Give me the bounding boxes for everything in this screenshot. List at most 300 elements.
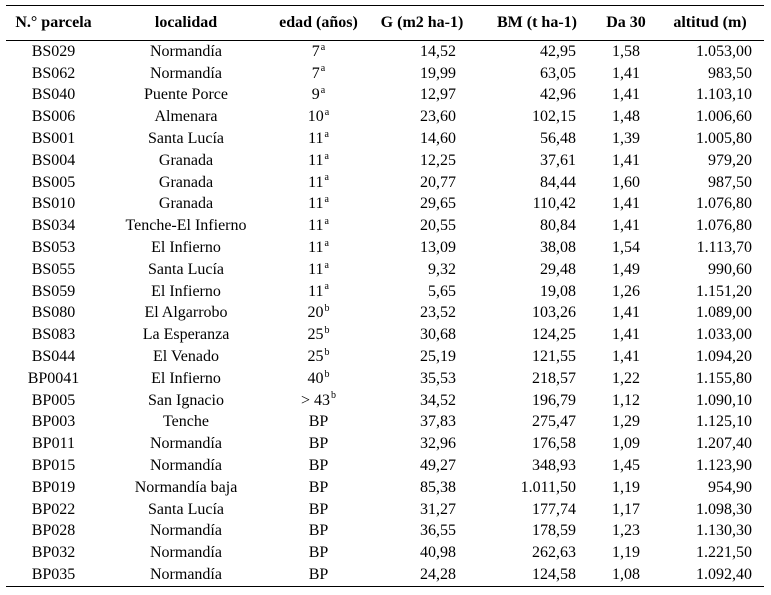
header-da: Da 30: [596, 6, 656, 41]
cell-edad: [271, 455, 366, 477]
cell-localidad-value: Granada: [158, 151, 214, 169]
cell-g: [366, 564, 478, 586]
cell-edad-value: 11: [308, 151, 324, 169]
cell-localidad-value: Normandía: [150, 457, 222, 475]
cell-parcela: [6, 259, 101, 281]
cell-bm-value: 37,61: [540, 151, 576, 169]
cell-parcela-value: BP0041: [27, 369, 80, 387]
cell-bm: [478, 150, 596, 172]
header-localidad: localidad: [101, 6, 271, 41]
cell-da: [596, 237, 656, 259]
cell-parcela-value: BP019: [31, 478, 76, 496]
cell-edad-value: BP: [308, 413, 329, 431]
cell-edad: [271, 499, 366, 521]
cell-g: [366, 455, 478, 477]
age-superscript: a: [324, 237, 329, 249]
age-superscript: a: [324, 106, 330, 118]
age-superscript: a: [324, 194, 329, 206]
table-row: [6, 433, 764, 455]
cell-bm-value: 348,93: [532, 457, 576, 475]
cell-localidad: [101, 85, 271, 107]
cell-g-value: 12,97: [420, 86, 456, 104]
cell-g: [366, 41, 478, 63]
table-row: [6, 237, 764, 259]
age-superscript: a: [324, 281, 329, 293]
cell-localidad-value: Normandía baja: [134, 478, 238, 496]
cell-edad-value: 10: [307, 108, 324, 126]
cell-g: [366, 433, 478, 455]
cell-localidad: [101, 259, 271, 281]
cell-edad-value: 20: [307, 304, 324, 322]
cell-da: [596, 303, 656, 325]
cell-edad-value: 7: [311, 42, 320, 60]
cell-g-value: 35,53: [420, 369, 456, 387]
cell-localidad-value: La Esperanza: [142, 326, 230, 344]
cell-bm: [478, 368, 596, 390]
cell-edad-value: BP: [308, 457, 329, 475]
cell-altitud: [656, 477, 764, 499]
cell-bm-value: 29,48: [540, 260, 576, 278]
plots-table: [6, 5, 764, 587]
cell-parcela: [6, 172, 101, 194]
cell-parcela-value: BP022: [31, 500, 76, 518]
cell-g: [366, 324, 478, 346]
cell-da: [596, 433, 656, 455]
cell-localidad-value: Normandía: [150, 64, 222, 82]
cell-bm: [478, 390, 596, 412]
cell-edad: [271, 521, 366, 543]
age-superscript: b: [324, 368, 330, 380]
age-superscript: a: [324, 150, 329, 162]
cell-edad-value: BP: [308, 478, 329, 496]
cell-da-value: 1,41: [612, 64, 640, 82]
cell-altitud-value: 983,50: [708, 64, 752, 82]
cell-g-value: 29,65: [420, 195, 456, 213]
cell-edad: [271, 346, 366, 368]
age-superscript: a: [324, 128, 329, 140]
cell-parcela-value: BS080: [31, 304, 76, 322]
cell-da-value: 1,26: [612, 282, 640, 300]
cell-edad-value: > 43: [300, 391, 331, 409]
cell-g-value: 23,60: [420, 108, 456, 126]
cell-parcela: [6, 106, 101, 128]
cell-da-value: 1,19: [612, 478, 640, 496]
cell-localidad: [101, 346, 271, 368]
cell-bm-value: 103,26: [532, 304, 576, 322]
cell-parcela-value: BP028: [31, 522, 76, 540]
cell-localidad-value: Santa Lucía: [148, 260, 224, 278]
cell-localidad-value: El Infierno: [151, 282, 221, 300]
table-row: [6, 85, 764, 107]
cell-bm: [478, 63, 596, 85]
cell-parcela: [6, 346, 101, 368]
cell-da: [596, 521, 656, 543]
cell-parcela-value: BS006: [31, 108, 76, 126]
cell-bm-value: 38,08: [540, 239, 576, 257]
cell-g-value: 19,99: [420, 64, 456, 82]
cell-parcela: [6, 281, 101, 303]
cell-g-value: 20,55: [420, 217, 456, 235]
age-superscript: a: [320, 85, 326, 97]
cell-edad-value: 11: [308, 282, 324, 300]
cell-g: [366, 521, 478, 543]
table-row: [6, 106, 764, 128]
cell-edad: [271, 477, 366, 499]
cell-parcela: [6, 85, 101, 107]
cell-parcela-value: BS055: [31, 260, 76, 278]
header-bm: BM (t ha-1): [478, 6, 596, 41]
cell-bm-value: 177,74: [532, 500, 576, 518]
cell-altitud: [656, 303, 764, 325]
cell-localidad: [101, 390, 271, 412]
cell-edad: [271, 106, 366, 128]
cell-da-value: 1,12: [612, 391, 640, 409]
cell-g-value: 12,25: [420, 151, 456, 169]
cell-da: [596, 106, 656, 128]
cell-bm: [478, 433, 596, 455]
cell-bm: [478, 259, 596, 281]
cell-da: [596, 542, 656, 564]
cell-localidad: [101, 194, 271, 216]
cell-edad: [271, 237, 366, 259]
cell-altitud-value: 1.006,60: [696, 108, 752, 126]
cell-g-value: 20,77: [420, 173, 456, 191]
cell-altitud: [656, 368, 764, 390]
cell-g-value: 25,19: [420, 348, 456, 366]
cell-edad-value: 11: [308, 239, 324, 257]
cell-localidad: [101, 128, 271, 150]
cell-da-value: 1,22: [612, 369, 640, 387]
cell-altitud-value: 954,90: [708, 478, 752, 496]
cell-bm-value: 121,55: [532, 348, 576, 366]
cell-g-value: 31,27: [420, 500, 456, 518]
cell-localidad-value: Normandía: [150, 544, 222, 562]
cell-altitud-value: 990,60: [708, 260, 752, 278]
cell-da-value: 1,41: [612, 195, 640, 213]
cell-da-value: 1,29: [612, 413, 640, 431]
cell-edad: [271, 63, 366, 85]
cell-g: [366, 215, 478, 237]
table-row: [6, 499, 764, 521]
cell-altitud: [656, 542, 764, 564]
cell-localidad-value: El Venado: [153, 348, 219, 366]
table-row: [6, 172, 764, 194]
cell-localidad: [101, 542, 271, 564]
cell-g: [366, 542, 478, 564]
cell-edad-value: BP: [308, 544, 329, 562]
cell-bm: [478, 521, 596, 543]
cell-localidad-value: San Ignacio: [148, 391, 224, 409]
cell-g-value: 36,55: [420, 522, 456, 540]
cell-localidad-value: Tenche: [163, 413, 209, 431]
cell-bm: [478, 455, 596, 477]
cell-bm-value: 176,58: [532, 435, 576, 453]
cell-altitud: [656, 521, 764, 543]
cell-parcela: [6, 63, 101, 85]
cell-altitud: [656, 63, 764, 85]
cell-g: [366, 128, 478, 150]
cell-localidad-value: Normandía: [150, 42, 222, 60]
cell-localidad: [101, 41, 271, 63]
cell-edad: [271, 324, 366, 346]
table-row: [6, 63, 764, 85]
cell-bm: [478, 128, 596, 150]
cell-altitud: [656, 237, 764, 259]
table-row: [6, 542, 764, 564]
cell-altitud-value: 1.092,40: [696, 566, 752, 584]
cell-parcela-value: BP003: [31, 413, 76, 431]
cell-da: [596, 63, 656, 85]
cell-bm-value: 102,15: [532, 108, 576, 126]
cell-localidad: [101, 477, 271, 499]
cell-localidad: [101, 324, 271, 346]
cell-bm-value: 84,44: [540, 173, 576, 191]
cell-localidad-value: Tenche-El Infierno: [125, 217, 247, 235]
cell-da: [596, 172, 656, 194]
cell-bm: [478, 564, 596, 586]
age-superscript: a: [324, 215, 329, 227]
cell-parcela-value: BP032: [31, 544, 76, 562]
cell-da: [596, 368, 656, 390]
cell-g: [366, 172, 478, 194]
cell-altitud-value: 1.005,80: [696, 130, 752, 148]
cell-edad-value: 25: [307, 326, 324, 344]
table-row: [6, 128, 764, 150]
cell-bm: [478, 215, 596, 237]
age-superscript: a: [324, 172, 329, 184]
cell-altitud-value: 1.125,10: [696, 413, 752, 431]
cell-bm-value: 80,84: [540, 217, 576, 235]
cell-g: [366, 63, 478, 85]
cell-g-value: 24,28: [420, 566, 456, 584]
cell-da: [596, 41, 656, 63]
age-superscript: b: [324, 324, 330, 336]
cell-altitud-value: 1.076,80: [696, 217, 752, 235]
cell-da-value: 1,45: [612, 457, 640, 475]
cell-g: [366, 85, 478, 107]
cell-altitud-value: 1.155,80: [696, 369, 752, 387]
cell-da: [596, 346, 656, 368]
age-superscript: a: [320, 41, 326, 53]
table-row: [6, 390, 764, 412]
cell-altitud: [656, 259, 764, 281]
cell-localidad: [101, 281, 271, 303]
cell-altitud-value: 1.098,30: [696, 500, 752, 518]
cell-parcela: [6, 477, 101, 499]
cell-altitud: [656, 390, 764, 412]
cell-edad-value: 11: [308, 195, 324, 213]
cell-bm: [478, 85, 596, 107]
cell-localidad-value: Normandía: [150, 435, 222, 453]
cell-edad-value: 11: [308, 260, 324, 278]
cell-localidad: [101, 172, 271, 194]
cell-parcela-value: BS059: [31, 282, 76, 300]
cell-altitud: [656, 324, 764, 346]
cell-edad: [271, 281, 366, 303]
cell-parcela: [6, 521, 101, 543]
table-row: [6, 303, 764, 325]
header-g: G (m2 ha-1): [366, 6, 478, 41]
cell-parcela: [6, 194, 101, 216]
cell-localidad: [101, 368, 271, 390]
cell-g-value: 32,96: [420, 435, 456, 453]
cell-bm-value: 63,05: [540, 64, 576, 82]
cell-g-value: 13,09: [420, 239, 456, 257]
cell-localidad-value: El Infierno: [151, 239, 221, 257]
cell-parcela-value: BS004: [31, 151, 76, 169]
cell-bm: [478, 499, 596, 521]
cell-g: [366, 106, 478, 128]
cell-da-value: 1,09: [612, 435, 640, 453]
cell-localidad: [101, 63, 271, 85]
cell-da-value: 1,41: [612, 326, 640, 344]
cell-parcela: [6, 412, 101, 434]
cell-parcela: [6, 150, 101, 172]
cell-da-value: 1,19: [612, 544, 640, 562]
cell-edad-value: 40: [307, 369, 324, 387]
cell-altitud: [656, 455, 764, 477]
cell-parcela-value: BS034: [31, 217, 76, 235]
cell-altitud-value: 979,20: [708, 151, 752, 169]
cell-da: [596, 215, 656, 237]
cell-g: [366, 281, 478, 303]
cell-altitud-value: 1.123,90: [696, 457, 752, 475]
cell-altitud-value: 1.151,20: [696, 282, 752, 300]
cell-bm-value: 196,79: [532, 391, 576, 409]
cell-parcela: [6, 455, 101, 477]
cell-bm: [478, 542, 596, 564]
cell-bm-value: 124,58: [532, 566, 576, 584]
cell-bm-value: 124,25: [532, 326, 576, 344]
cell-localidad-value: El Algarrobo: [144, 304, 228, 322]
cell-da: [596, 477, 656, 499]
cell-edad-value: BP: [308, 500, 329, 518]
cell-altitud-value: 1.221,50: [696, 544, 752, 562]
header-altitud: altitud (m): [656, 6, 764, 41]
cell-edad: [271, 128, 366, 150]
cell-bm-value: 1.011,50: [520, 478, 576, 496]
cell-altitud-value: 1.089,00: [696, 304, 752, 322]
age-superscript: a: [320, 63, 326, 75]
cell-parcela: [6, 564, 101, 586]
cell-localidad: [101, 150, 271, 172]
cell-altitud: [656, 281, 764, 303]
cell-altitud: [656, 85, 764, 107]
cell-altitud: [656, 433, 764, 455]
cell-localidad: [101, 412, 271, 434]
cell-parcela: [6, 368, 101, 390]
cell-parcela-value: BS005: [31, 173, 76, 191]
table-row: [6, 368, 764, 390]
cell-g-value: 49,27: [420, 457, 456, 475]
cell-da: [596, 455, 656, 477]
cell-localidad: [101, 455, 271, 477]
cell-altitud: [656, 412, 764, 434]
cell-edad-value: 7: [311, 64, 320, 82]
cell-bm: [478, 172, 596, 194]
cell-da: [596, 499, 656, 521]
cell-edad: [271, 368, 366, 390]
cell-edad-value: BP: [308, 522, 329, 540]
cell-bm: [478, 477, 596, 499]
cell-altitud: [656, 215, 764, 237]
cell-g: [366, 477, 478, 499]
cell-parcela-value: BS010: [31, 195, 76, 213]
cell-bm-value: 262,63: [532, 544, 576, 562]
cell-localidad: [101, 499, 271, 521]
cell-bm-value: 218,57: [532, 369, 576, 387]
cell-edad: [271, 259, 366, 281]
cell-edad: [271, 412, 366, 434]
cell-localidad-value: Puente Porce: [144, 86, 228, 104]
cell-g: [366, 259, 478, 281]
cell-da: [596, 85, 656, 107]
table-header: [6, 6, 764, 41]
table-body: [6, 41, 764, 587]
cell-altitud-value: 1.130,30: [696, 522, 752, 540]
cell-edad: [271, 41, 366, 63]
cell-altitud: [656, 41, 764, 63]
cell-edad: [271, 542, 366, 564]
table-row: [6, 41, 764, 63]
cell-bm: [478, 194, 596, 216]
cell-parcela: [6, 499, 101, 521]
cell-parcela-value: BS040: [31, 86, 76, 104]
cell-parcela-value: BS083: [31, 326, 76, 344]
cell-localidad-value: Granada: [158, 173, 214, 191]
cell-da-value: 1,41: [612, 348, 640, 366]
cell-parcela-value: BP015: [31, 457, 76, 475]
cell-parcela: [6, 433, 101, 455]
cell-g-value: 85,38: [420, 478, 456, 496]
cell-parcela-value: BS062: [31, 64, 76, 82]
cell-g-value: 14,60: [420, 130, 456, 148]
cell-bm-value: 110,42: [532, 195, 576, 213]
age-superscript: b: [324, 303, 330, 315]
cell-bm: [478, 346, 596, 368]
cell-altitud-value: 1.113,70: [696, 239, 752, 257]
table-row: [6, 215, 764, 237]
cell-altitud-value: 987,50: [708, 173, 752, 191]
cell-localidad-value: Normandía: [150, 522, 222, 540]
cell-parcela-value: BP035: [31, 566, 76, 584]
cell-parcela: [6, 237, 101, 259]
cell-bm: [478, 324, 596, 346]
cell-altitud: [656, 499, 764, 521]
cell-da: [596, 564, 656, 586]
cell-bm: [478, 412, 596, 434]
cell-localidad-value: Santa Lucía: [148, 130, 224, 148]
cell-edad: [271, 150, 366, 172]
cell-bm: [478, 303, 596, 325]
cell-localidad: [101, 303, 271, 325]
cell-g: [366, 346, 478, 368]
cell-g: [366, 150, 478, 172]
cell-da: [596, 281, 656, 303]
cell-localidad-value: Normandía: [150, 566, 222, 584]
table-row: [6, 150, 764, 172]
cell-altitud-value: 1.076,80: [696, 195, 752, 213]
cell-altitud: [656, 564, 764, 586]
table-row: [6, 324, 764, 346]
table-row: [6, 477, 764, 499]
cell-edad: [271, 564, 366, 586]
table-row: [6, 564, 764, 586]
cell-da-value: 1,41: [612, 86, 640, 104]
cell-parcela-value: BP005: [31, 391, 76, 409]
cell-g-value: 14,52: [420, 42, 456, 60]
cell-altitud: [656, 106, 764, 128]
